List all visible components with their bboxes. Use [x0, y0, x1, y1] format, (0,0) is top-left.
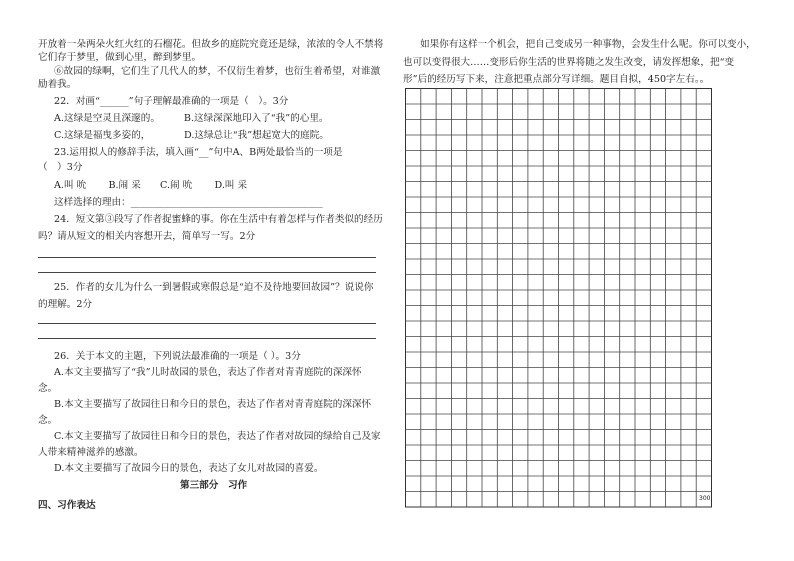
answer-line[interactable]: [38, 338, 376, 339]
q22-options-ab: A.这绿是空灵且深邃的。 B.这绿深深地印入了“我”的心里。: [54, 113, 329, 124]
answer-line[interactable]: [38, 257, 376, 258]
subsection-title: 四、习作表达: [38, 500, 96, 511]
question-23: 23.运用拟人的修辞手法，填入画“__”句中A、B两处最恰当的一项是: [54, 147, 343, 158]
q26-option-c-cont: 人带来精神滋养的感激。: [38, 447, 144, 458]
passage-line: 励着我。: [38, 79, 77, 90]
q26-option-a-cont: 念。: [38, 383, 58, 394]
passage-line: ⑥故园的绿啊，它们生了几代人的梦，不仅衍生着梦，也衍生着希望，对谁激: [54, 66, 381, 77]
q22-options-cd: C.这绿是福曳多姿的， D.这绿总让“我”想起宽大的庭院。: [54, 130, 329, 141]
writing-prompt-line: 如果你有这样一个机会，把自己变成另一种事物，会发生什么呢。你可以变小，: [420, 39, 756, 50]
passage-line: 开放着一朵两朵火红火红的石榴花。但故乡的庭院究竟还是绿，浓浓的令人不禁将: [38, 39, 384, 50]
q23-options: A.叫 吮 B.闹 采 C.闹 吮 D.叫 采: [54, 180, 248, 191]
question-22: 22．对画“______”句子理解最准确的一项是（ ）。3分: [54, 96, 289, 107]
question-24-cont: 吗？请从短文的相关内容想开去，简单写一写。2分: [38, 231, 256, 242]
q26-option-a: A.本文主要描写了“我”儿时故园的景色，表达了作者对青青庭院的深深怀: [54, 367, 362, 378]
word-count-label: 300: [699, 495, 711, 502]
question-26: 26．关于本文的主题，下列说法最准确的一项是（ ）。3分: [54, 351, 301, 362]
q26-option-d: D.本文主要描写了故园今日的景色，表达了女儿对故园的喜爱。: [54, 463, 324, 474]
answer-line[interactable]: [38, 323, 376, 324]
q26-option-c: C.本文主要描写了故园往日和今日的景色，表达了作者对故园的绿给自己及家: [54, 431, 381, 442]
q26-option-b-cont: 念。: [38, 415, 58, 426]
question-25: 25．作者的女儿为什么一到暑假或寒假总是“迫不及待地要回故园”？说说你: [54, 282, 374, 293]
answer-line[interactable]: [38, 272, 376, 273]
passage-line: 它们存于梦里，做到心里，醉到梦里。: [38, 52, 202, 63]
section-title: 第三部分 习作: [180, 480, 248, 491]
question-23-cont: （ ）3分: [38, 162, 83, 173]
question-25-cont: 的理解。2分: [38, 299, 93, 310]
writing-prompt-line: 也可以变得很大……变形后你生活的世界将随之发生改变，请发挥想象，把“变: [403, 57, 735, 68]
question-24: 24．短文第③段写了作者捉蜜蜂的事。你在生活中有着怎样与作者类似的经历: [54, 214, 383, 225]
writing-prompt-line: 形”后的经历写下来，注意把重点部分写详细。题目自拟，450字左右。。: [403, 74, 710, 85]
q26-option-b: B.本文主要描写了故园往日和今日的景色，表达了作者对青青庭院的深深怀: [54, 399, 372, 410]
writing-grid[interactable]: [405, 88, 715, 516]
q23-reason: 这样选择的理由：________________________________________: [54, 197, 323, 208]
